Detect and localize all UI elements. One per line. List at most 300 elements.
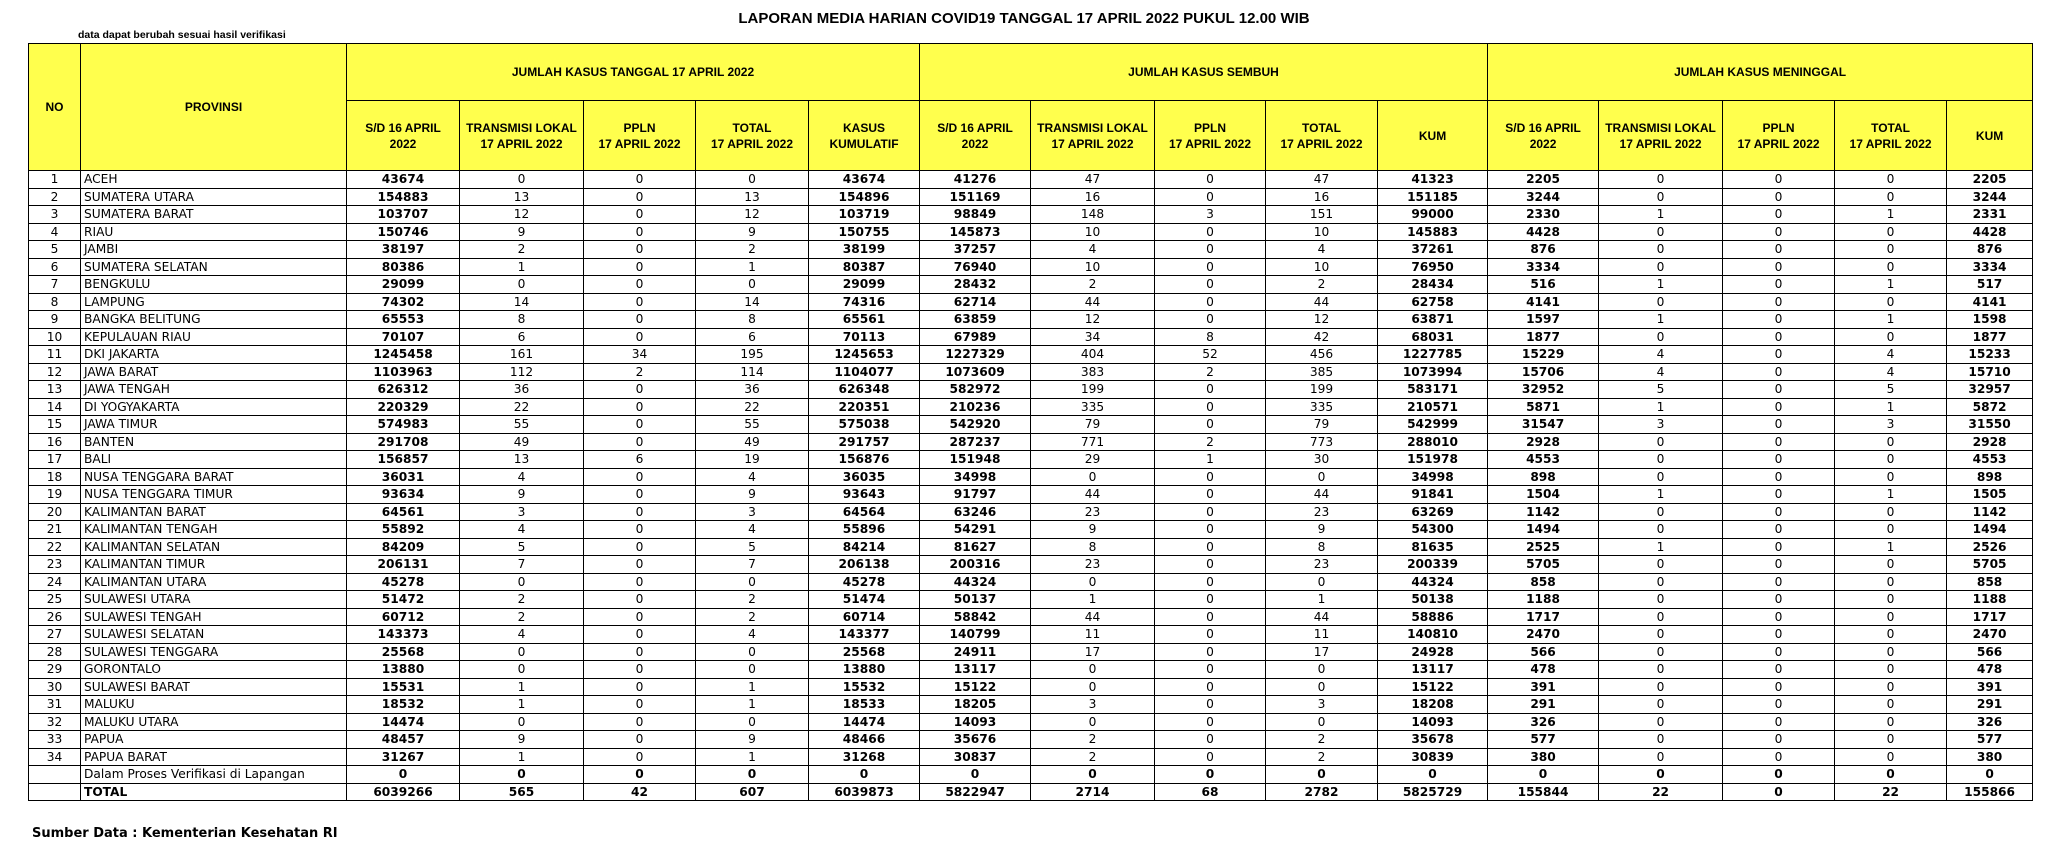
value-cell: 1505 [1947, 486, 2033, 504]
value-cell: 50137 [920, 591, 1031, 609]
value-cell: 542920 [920, 416, 1031, 434]
value-cell: 1188 [1488, 591, 1599, 609]
value-cell: 63871 [1378, 311, 1488, 329]
row-number: 21 [29, 521, 81, 539]
value-cell: 220329 [347, 398, 460, 416]
value-cell: 0 [584, 241, 696, 259]
value-cell: 0 [1599, 433, 1723, 451]
value-cell: 0 [1835, 731, 1947, 749]
value-cell: 0 [1835, 556, 1947, 574]
value-cell: 0 [696, 573, 809, 591]
value-cell: 199 [1031, 381, 1155, 399]
value-cell: 0 [1723, 643, 1835, 661]
province-name: SULAWESI SELATAN [81, 626, 347, 644]
province-name: GORONTALO [81, 661, 347, 679]
value-cell: 0 [1723, 363, 1835, 381]
value-cell: 62714 [920, 293, 1031, 311]
value-cell: 4141 [1947, 293, 2033, 311]
value-cell: 0 [1835, 293, 1947, 311]
value-cell: 62758 [1378, 293, 1488, 311]
value-cell: 30 [1266, 451, 1378, 469]
value-cell: 6039266 [347, 783, 460, 801]
value-cell: 3244 [1488, 188, 1599, 206]
value-cell: 0 [584, 591, 696, 609]
value-cell: 1 [1835, 486, 1947, 504]
value-cell: 0 [1155, 503, 1266, 521]
value-cell: 13880 [809, 661, 920, 679]
value-cell: 291 [1947, 696, 2033, 714]
value-cell: 1104077 [809, 363, 920, 381]
province-name: LAMPUNG [81, 293, 347, 311]
value-cell: 0 [584, 171, 696, 189]
value-cell: 15706 [1488, 363, 1599, 381]
value-cell: 5825729 [1378, 783, 1488, 801]
row-number: 7 [29, 276, 81, 294]
value-cell: 79 [1031, 416, 1155, 434]
value-cell: 8 [460, 311, 584, 329]
value-cell: 456 [1266, 346, 1378, 364]
value-cell: 0 [920, 766, 1031, 784]
value-cell: 0 [584, 206, 696, 224]
value-cell: 0 [1723, 206, 1835, 224]
value-cell: 151 [1266, 206, 1378, 224]
value-cell: 2 [1266, 276, 1378, 294]
value-cell: 0 [1031, 766, 1155, 784]
value-cell: 0 [1599, 293, 1723, 311]
value-cell: 0 [1266, 573, 1378, 591]
value-cell: 18205 [920, 696, 1031, 714]
value-cell: 0 [1599, 591, 1723, 609]
table-row [29, 538, 2033, 556]
value-cell: 2205 [1488, 171, 1599, 189]
value-cell: 0 [1835, 766, 1947, 784]
value-cell: 91841 [1378, 486, 1488, 504]
value-cell: 24928 [1378, 643, 1488, 661]
value-cell: 0 [1155, 556, 1266, 574]
value-cell: 0 [1723, 713, 1835, 731]
value-cell: 200339 [1378, 556, 1488, 574]
value-cell: 1 [1599, 538, 1723, 556]
value-cell: 17 [1266, 643, 1378, 661]
value-cell: 206138 [809, 556, 920, 574]
value-cell: 150755 [809, 223, 920, 241]
value-cell: 0 [1266, 713, 1378, 731]
value-cell: 6039873 [809, 783, 920, 801]
subcol-header-line1: S/D 16 APRIL [365, 120, 441, 135]
value-cell: 0 [460, 643, 584, 661]
table-row [29, 696, 2033, 714]
table-row [29, 241, 2033, 259]
province-name: KEPULAUAN RIAU [81, 328, 347, 346]
value-cell: 583171 [1378, 381, 1488, 399]
value-cell: 898 [1947, 468, 2033, 486]
col-provinsi-header: PROVINSI [81, 44, 347, 171]
value-cell: 1717 [1488, 608, 1599, 626]
value-cell: 60712 [347, 608, 460, 626]
value-cell: 0 [584, 328, 696, 346]
province-name: MALUKU UTARA [81, 713, 347, 731]
subcol-header [1723, 101, 1835, 171]
value-cell: 49 [696, 433, 809, 451]
value-cell: 2782 [1266, 783, 1378, 801]
value-cell: 1 [1835, 206, 1947, 224]
value-cell: 2 [1031, 748, 1155, 766]
value-cell: 63859 [920, 311, 1031, 329]
value-cell: 1 [1835, 276, 1947, 294]
value-cell: 2 [696, 241, 809, 259]
value-cell: 2 [460, 241, 584, 259]
value-cell: 0 [1835, 573, 1947, 591]
subcol-header-line1: PPLN [1762, 120, 1795, 135]
value-cell: 15229 [1488, 346, 1599, 364]
row-number: 34 [29, 748, 81, 766]
table-row [29, 311, 2033, 329]
value-cell: 23 [1266, 556, 1378, 574]
table-row [29, 206, 2033, 224]
value-cell: 145873 [920, 223, 1031, 241]
value-cell: 2331 [1947, 206, 2033, 224]
value-cell: 47 [1031, 171, 1155, 189]
value-cell: 1073994 [1378, 363, 1488, 381]
value-cell: 5705 [1488, 556, 1599, 574]
value-cell: 0 [1835, 696, 1947, 714]
value-cell: 0 [1723, 293, 1835, 311]
value-cell: 155844 [1488, 783, 1599, 801]
value-cell: 2928 [1947, 433, 2033, 451]
value-cell: 29099 [809, 276, 920, 294]
value-cell: 22 [1599, 783, 1723, 801]
value-cell: 0 [1835, 713, 1947, 731]
value-cell: 1877 [1947, 328, 2033, 346]
value-cell: 1103963 [347, 363, 460, 381]
table-row [29, 468, 2033, 486]
value-cell: 0 [1155, 661, 1266, 679]
value-cell: 0 [1723, 783, 1835, 801]
value-cell: 1188 [1947, 591, 2033, 609]
value-cell: 15122 [920, 678, 1031, 696]
total-row [29, 783, 2033, 801]
value-cell: 0 [460, 713, 584, 731]
row-number: 26 [29, 608, 81, 626]
row-number [29, 783, 81, 801]
value-cell: 151185 [1378, 188, 1488, 206]
table-row [29, 661, 2033, 679]
table-row [29, 678, 2033, 696]
value-cell: 0 [1599, 556, 1723, 574]
value-cell: 0 [1155, 591, 1266, 609]
subcol-header-line1: TRANSMISI LOKAL [466, 120, 577, 135]
value-cell: 0 [1835, 171, 1947, 189]
value-cell: 42 [584, 783, 696, 801]
value-cell: 31550 [1947, 416, 2033, 434]
province-name: NUSA TENGGARA TIMUR [81, 486, 347, 504]
value-cell: 14474 [809, 713, 920, 731]
value-cell: 9 [1031, 521, 1155, 539]
value-cell: 12 [696, 206, 809, 224]
value-cell: 335 [1031, 398, 1155, 416]
value-cell: 22 [696, 398, 809, 416]
value-cell: 151948 [920, 451, 1031, 469]
value-cell: 161 [460, 346, 584, 364]
value-cell: 0 [1835, 626, 1947, 644]
province-name: SULAWESI UTARA [81, 591, 347, 609]
value-cell: 0 [1155, 241, 1266, 259]
value-cell: 0 [1599, 643, 1723, 661]
value-cell: 3 [1155, 206, 1266, 224]
value-cell: 773 [1266, 433, 1378, 451]
value-cell: 41323 [1378, 171, 1488, 189]
subcol-header-line2: 2022 [389, 136, 417, 151]
value-cell: 3 [696, 503, 809, 521]
province-name: PAPUA [81, 731, 347, 749]
covid-report-table [28, 43, 2033, 801]
value-cell: 4553 [1488, 451, 1599, 469]
value-cell: 0 [1835, 521, 1947, 539]
value-cell: 37257 [920, 241, 1031, 259]
value-cell: 8 [1155, 328, 1266, 346]
value-cell: 23 [1031, 556, 1155, 574]
row-number: 17 [29, 451, 81, 469]
province-name: BENGKULU [81, 276, 347, 294]
value-cell: 0 [1835, 258, 1947, 276]
value-cell: 10 [1266, 258, 1378, 276]
value-cell: 15532 [809, 678, 920, 696]
row-number: 23 [29, 556, 81, 574]
value-cell: 0 [1723, 748, 1835, 766]
value-cell: 70107 [347, 328, 460, 346]
subcol-header-line2: 17 APRIL 2022 [598, 136, 681, 151]
value-cell: 1 [460, 696, 584, 714]
value-cell: 0 [1723, 591, 1835, 609]
value-cell: 79 [1266, 416, 1378, 434]
value-cell: 0 [1835, 241, 1947, 259]
value-cell: 145883 [1378, 223, 1488, 241]
subcol-header [584, 101, 696, 171]
value-cell: 0 [584, 608, 696, 626]
value-cell: 34998 [920, 468, 1031, 486]
value-cell: 0 [584, 503, 696, 521]
value-cell: 7 [696, 556, 809, 574]
value-cell: 143373 [347, 626, 460, 644]
value-cell: 9 [696, 223, 809, 241]
value-cell: 0 [1155, 468, 1266, 486]
value-cell: 10 [1031, 258, 1155, 276]
value-cell: 64561 [347, 503, 460, 521]
row-number: 28 [29, 643, 81, 661]
value-cell: 2 [1031, 731, 1155, 749]
value-cell: 34998 [1378, 468, 1488, 486]
value-cell: 5 [460, 538, 584, 556]
value-cell: 47 [1266, 171, 1378, 189]
value-cell: 1877 [1488, 328, 1599, 346]
value-cell: 34 [1031, 328, 1155, 346]
value-cell: 5872 [1947, 398, 2033, 416]
province-name: PAPUA BARAT [81, 748, 347, 766]
value-cell: 0 [584, 521, 696, 539]
value-cell: 4 [460, 521, 584, 539]
value-cell: 16 [1031, 188, 1155, 206]
value-cell: 0 [1599, 678, 1723, 696]
value-cell: 5 [1835, 381, 1947, 399]
value-cell: 156876 [809, 451, 920, 469]
value-cell: 326 [1488, 713, 1599, 731]
value-cell: 4 [1835, 346, 1947, 364]
value-cell: 2525 [1488, 538, 1599, 556]
value-cell: 210236 [920, 398, 1031, 416]
value-cell: 23 [1031, 503, 1155, 521]
province-name: DI YOGYAKARTA [81, 398, 347, 416]
value-cell: 1227785 [1378, 346, 1488, 364]
value-cell: 18533 [809, 696, 920, 714]
table-row [29, 416, 2033, 434]
group-meninggal-header: JUMLAH KASUS MENINGGAL [1488, 44, 2033, 101]
value-cell: 0 [1723, 678, 1835, 696]
value-cell: 3244 [1947, 188, 2033, 206]
value-cell: 28432 [920, 276, 1031, 294]
table-row [29, 451, 2033, 469]
value-cell: 0 [1031, 468, 1155, 486]
subcol-header [809, 101, 920, 171]
value-cell: 0 [1835, 591, 1947, 609]
table-body [29, 171, 2033, 801]
value-cell: 150746 [347, 223, 460, 241]
value-cell: 0 [1599, 573, 1723, 591]
table-row [29, 503, 2033, 521]
province-name: KALIMANTAN TENGAH [81, 521, 347, 539]
value-cell: 103719 [809, 206, 920, 224]
value-cell: 0 [460, 276, 584, 294]
value-cell: 70113 [809, 328, 920, 346]
value-cell: 55 [460, 416, 584, 434]
value-cell: 1 [460, 678, 584, 696]
value-cell: 1 [1599, 398, 1723, 416]
value-cell: 0 [1266, 468, 1378, 486]
subcol-header [1266, 101, 1378, 171]
value-cell: 0 [1723, 521, 1835, 539]
value-cell: 12 [460, 206, 584, 224]
value-cell: 2205 [1947, 171, 2033, 189]
value-cell: 0 [1266, 678, 1378, 696]
value-cell: 44 [1266, 486, 1378, 504]
value-cell: 287237 [920, 433, 1031, 451]
value-cell: 55896 [809, 521, 920, 539]
value-cell: 565 [460, 783, 584, 801]
value-cell: 0 [1723, 626, 1835, 644]
value-cell: 14093 [1378, 713, 1488, 731]
value-cell: 32957 [1947, 381, 2033, 399]
value-cell: 326 [1947, 713, 2033, 731]
value-cell: 0 [584, 293, 696, 311]
value-cell: 51472 [347, 591, 460, 609]
value-cell: 0 [696, 643, 809, 661]
value-cell: 8 [696, 311, 809, 329]
value-cell: 84209 [347, 538, 460, 556]
value-cell: 3334 [1488, 258, 1599, 276]
subcol-header [347, 101, 460, 171]
value-cell: 93634 [347, 486, 460, 504]
value-cell: 0 [1723, 258, 1835, 276]
value-cell: 65553 [347, 311, 460, 329]
value-cell: 148 [1031, 206, 1155, 224]
table-row [29, 573, 2033, 591]
value-cell: 99000 [1378, 206, 1488, 224]
value-cell: 1 [1599, 206, 1723, 224]
value-cell: 0 [1031, 573, 1155, 591]
value-cell: 63246 [920, 503, 1031, 521]
value-cell: 11 [1266, 626, 1378, 644]
value-cell: 0 [1155, 643, 1266, 661]
value-cell: 542999 [1378, 416, 1488, 434]
subcol-header-line1: TOTAL [732, 120, 772, 135]
value-cell: 13 [460, 188, 584, 206]
table-row [29, 381, 2033, 399]
value-cell: 4428 [1947, 223, 2033, 241]
value-cell: 1 [1599, 311, 1723, 329]
value-cell: 0 [584, 258, 696, 276]
province-name: SUMATERA SELATAN [81, 258, 347, 276]
value-cell: 30837 [920, 748, 1031, 766]
value-cell: 154883 [347, 188, 460, 206]
table-row [29, 223, 2033, 241]
value-cell: 58842 [920, 608, 1031, 626]
value-cell: 0 [584, 223, 696, 241]
row-number: 25 [29, 591, 81, 609]
value-cell: 0 [584, 713, 696, 731]
value-cell: 2 [1031, 276, 1155, 294]
value-cell: 8 [1266, 538, 1378, 556]
value-cell: 288010 [1378, 433, 1488, 451]
province-name: KALIMANTAN UTARA [81, 573, 347, 591]
province-name: TOTAL [81, 783, 347, 801]
value-cell: 2470 [1947, 626, 2033, 644]
value-cell: 1494 [1947, 521, 2033, 539]
value-cell: 45278 [347, 573, 460, 591]
value-cell: 5 [1599, 381, 1723, 399]
value-cell: 0 [1835, 433, 1947, 451]
value-cell: 385 [1266, 363, 1378, 381]
value-cell: 3 [1599, 416, 1723, 434]
value-cell: 0 [696, 661, 809, 679]
value-cell: 0 [584, 748, 696, 766]
value-cell: 0 [1031, 713, 1155, 731]
table-row [29, 556, 2033, 574]
value-cell: 195 [696, 346, 809, 364]
province-name: KALIMANTAN SELATAN [81, 538, 347, 556]
subcol-header-line1: TOTAL [1302, 120, 1341, 135]
row-number: 1 [29, 171, 81, 189]
value-cell: 0 [1723, 223, 1835, 241]
province-name: BANTEN [81, 433, 347, 451]
value-cell: 206131 [347, 556, 460, 574]
value-cell: 4 [460, 468, 584, 486]
value-cell: 0 [696, 171, 809, 189]
value-cell: 24911 [920, 643, 1031, 661]
value-cell: 84214 [809, 538, 920, 556]
value-cell: 4 [696, 521, 809, 539]
value-cell: 4 [1599, 363, 1723, 381]
province-name: ACEH [81, 171, 347, 189]
col-no-header: NO [29, 44, 81, 171]
value-cell: 151169 [920, 188, 1031, 206]
value-cell: 103707 [347, 206, 460, 224]
value-cell: 15233 [1947, 346, 2033, 364]
value-cell: 76940 [920, 258, 1031, 276]
table-row [29, 363, 2033, 381]
value-cell: 37261 [1378, 241, 1488, 259]
value-cell: 0 [460, 573, 584, 591]
subcol-header [696, 101, 809, 171]
row-number: 12 [29, 363, 81, 381]
